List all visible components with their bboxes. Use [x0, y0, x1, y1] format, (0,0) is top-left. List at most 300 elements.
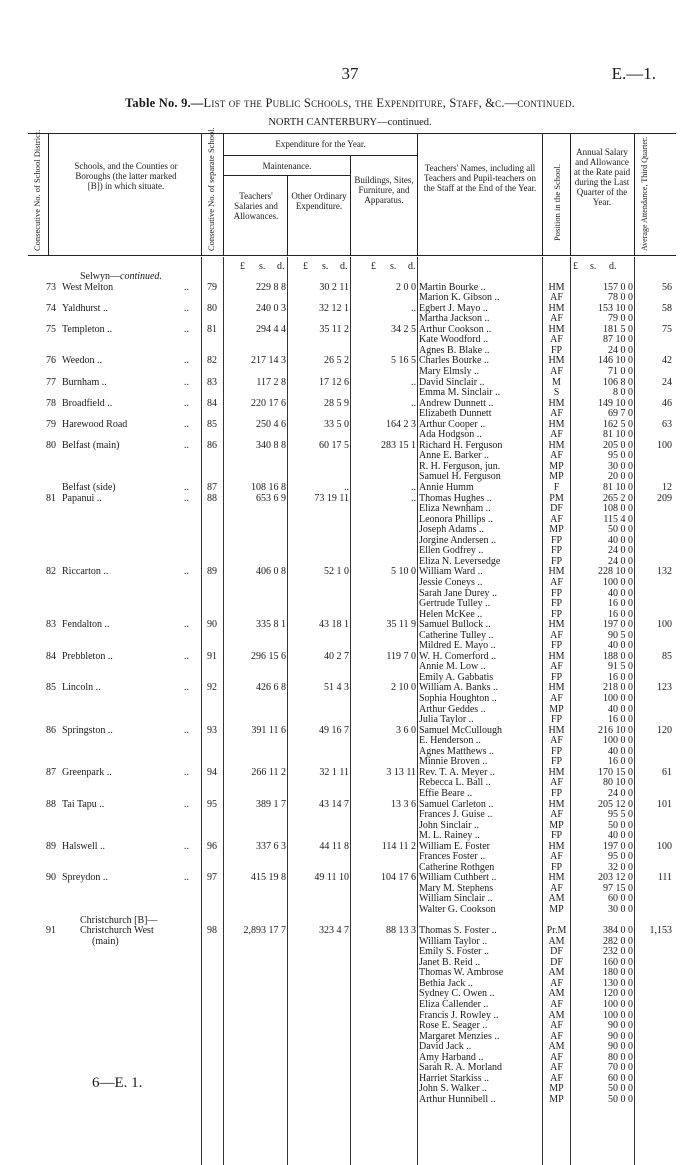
average-attendance: 42 — [662, 355, 672, 367]
teacher-name: Kate Woodford .. — [419, 334, 488, 346]
teacher-name: Agnes Matthews .. — [419, 745, 494, 757]
other-expenditure: 17 12 6 — [319, 376, 349, 388]
teacher-name: Leonora Phillips .. — [419, 513, 493, 525]
other-expenditure: 40 2 7 — [324, 650, 349, 662]
annual-salary: 90 0 0 — [608, 1020, 633, 1032]
table-subtitle: NORTH CANTERBURY—continued. — [268, 117, 432, 128]
teacher-name: Egbert J. Mayo .. — [419, 302, 488, 314]
teacher-name: Agnes B. Blake .. — [419, 344, 490, 356]
teacher-name: Sophia Houghton .. — [419, 693, 497, 704]
buildings-expenditure: .. — [411, 302, 416, 314]
annual-salary: 170 15 0 — [598, 766, 633, 778]
teacher-name: E. Henderson .. — [419, 735, 481, 747]
annual-salary: 149 10 0 — [598, 397, 633, 409]
other-expenditure: 52 1 0 — [324, 566, 349, 578]
annual-salary: 78 0 0 — [608, 292, 633, 304]
district-number: 90 — [46, 872, 56, 884]
leader-dots: .. — [184, 397, 189, 409]
position: DF — [550, 503, 563, 515]
buildings-expenditure: .. — [411, 482, 416, 493]
teacher-name: Samuel Carleton .. — [419, 798, 494, 810]
position: FP — [550, 587, 563, 599]
school-name: Riccarton .. — [62, 566, 109, 578]
teacher-name: Julia Taylor .. — [419, 714, 474, 726]
annual-salary: 205 12 0 — [598, 798, 633, 810]
annual-salary: 40 0 0 — [608, 745, 633, 757]
leader-dots: .. — [184, 355, 189, 367]
teacher-name: Andrew Dunnett .. — [419, 397, 494, 409]
buildings-expenditure: 5 16 5 — [391, 355, 416, 367]
position: HM — [548, 872, 565, 884]
annual-salary: 40 0 0 — [608, 534, 633, 546]
position: MP — [549, 1083, 564, 1095]
annual-salary: 24 0 0 — [608, 787, 633, 799]
annual-salary: 384 0 0 — [603, 925, 633, 937]
teacher-name: Helen McKee .. — [419, 608, 483, 620]
leader-dots: .. — [184, 566, 189, 578]
annual-salary: 100 0 0 — [603, 576, 633, 588]
position: HM — [548, 439, 565, 451]
position: FP — [550, 756, 563, 768]
position: FP — [550, 598, 563, 610]
teacher-name: Janet B. Reid .. — [419, 956, 481, 968]
average-attendance: 209 — [657, 492, 672, 504]
district-number: 79 — [46, 418, 56, 430]
position: HM — [548, 619, 565, 631]
district-number: 84 — [46, 650, 56, 662]
teacher-name: Mildred E. Mayo .. — [419, 640, 496, 652]
teachers-salaries: 220 17 6 — [251, 397, 286, 409]
teacher-name: Effie Beare .. — [419, 787, 473, 799]
teacher-name: William Sinclair .. — [419, 893, 493, 905]
position: AM — [548, 893, 565, 905]
leader-dots: .. — [184, 798, 189, 810]
school-name: Belfast (main) — [62, 439, 120, 451]
buildings-expenditure: 3 13 11 — [386, 766, 416, 778]
annual-salary: 50 0 0 — [608, 524, 633, 536]
teacher-name: Bethia Jack .. — [419, 977, 473, 989]
teachers-salaries: 217 14 3 — [251, 355, 286, 367]
position: FP — [550, 545, 563, 557]
teacher-name: Mary Elmsly .. — [419, 365, 479, 377]
annual-salary: 90 0 0 — [608, 1030, 633, 1042]
teacher-name: Annie M. Low .. — [419, 661, 486, 673]
unit-pounds: £ — [303, 261, 308, 272]
unit-pence: d. — [609, 261, 617, 272]
leader-dots: .. — [184, 302, 189, 314]
teachers-salaries: 426 6 8 — [256, 682, 286, 694]
school-name: Halswell .. — [62, 840, 106, 852]
annual-salary: 24 0 0 — [608, 545, 633, 557]
district-number: 91 — [46, 925, 56, 937]
school-name: Greenpark .. — [62, 766, 112, 778]
position: FP — [550, 787, 563, 799]
annual-salary: 16 0 0 — [608, 714, 633, 726]
annual-salary: 90 5 0 — [608, 629, 633, 641]
district-number: 73 — [46, 281, 56, 293]
average-attendance: 61 — [662, 766, 672, 778]
other-expenditure: 33 5 0 — [324, 418, 349, 430]
page-number: 37 — [341, 64, 359, 83]
annual-salary: 120 0 0 — [603, 988, 633, 1000]
district-number: 78 — [46, 397, 56, 409]
teacher-name: M. L. Rainey .. — [419, 830, 480, 842]
header-teachers-names: Teachers' Names, including all Teachers and Pupil-teachers on the Staff at the End of the Year. — [423, 163, 537, 193]
teachers-salaries: 415 19 8 — [251, 872, 286, 884]
other-expenditure: 73 19 11 — [314, 492, 349, 504]
annual-salary: 20 0 0 — [608, 471, 633, 483]
district-number: 83 — [46, 619, 56, 631]
leader-dots: .. — [184, 492, 189, 504]
teacher-name: John S. Walker .. — [419, 1083, 487, 1095]
buildings-expenditure: 88 13 3 — [386, 925, 416, 937]
position: PM — [549, 492, 564, 504]
buildings-expenditure: .. — [411, 397, 416, 409]
unit-shillings: s. — [259, 261, 266, 272]
teacher-name: Richard H. Ferguson — [419, 439, 503, 451]
header-attendance: Average Attendance, Third Quarter. — [640, 136, 649, 251]
school-number: 97 — [207, 872, 217, 884]
buildings-expenditure: .. — [411, 492, 416, 504]
teacher-name: Eliza N. Leversedge — [419, 555, 501, 567]
leader-dots: .. — [184, 376, 189, 388]
teacher-name: Charles Bourke .. — [419, 355, 489, 367]
annual-salary: 218 0 0 — [603, 682, 633, 694]
buildings-expenditure: 5 10 0 — [391, 566, 416, 578]
position: M — [552, 376, 561, 388]
other-expenditure: 44 11 8 — [319, 840, 349, 852]
teacher-name: Arthur Hunnibell .. — [419, 1093, 496, 1105]
annual-salary: 80 0 0 — [608, 1051, 633, 1063]
teachers-salaries: 340 8 8 — [256, 439, 286, 451]
position: MP — [549, 524, 564, 536]
position: AF — [550, 408, 563, 420]
teacher-name: Catherine Tulley .. — [419, 629, 494, 641]
position: AF — [550, 882, 563, 894]
annual-salary: 50 0 0 — [608, 1083, 633, 1095]
leader-dots: .. — [184, 482, 189, 493]
position: HM — [548, 355, 565, 367]
teacher-name: Thomas W. Ambrose — [419, 967, 504, 979]
school-name: Fendalton .. — [62, 619, 110, 631]
teacher-name: Rose E. Seager .. — [419, 1020, 488, 1032]
annual-salary: 181 5 0 — [603, 323, 633, 335]
teacher-name: W. H. Comerford .. — [419, 650, 497, 662]
header-district-no: Consecutive No. of School District. — [32, 129, 42, 251]
teachers-salaries: 296 15 6 — [251, 650, 286, 662]
district-number: 75 — [46, 323, 56, 335]
teachers-salaries: 108 16 8 — [251, 482, 286, 493]
average-attendance: 85 — [662, 650, 672, 662]
position: AF — [550, 629, 563, 641]
position: FP — [550, 671, 563, 683]
position: HM — [548, 650, 565, 662]
school-name: Yaldhurst .. — [62, 302, 108, 314]
position: FP — [550, 714, 563, 726]
annual-salary: 203 12 0 — [598, 872, 633, 884]
annual-salary: 30 0 0 — [608, 904, 633, 915]
annual-salary: 24 0 0 — [608, 555, 633, 567]
other-expenditure: 323 4 7 — [319, 925, 349, 937]
teacher-name: Ellen Godfrey .. — [419, 545, 484, 557]
leader-dots: .. — [184, 724, 189, 736]
school-number: 86 — [207, 439, 217, 451]
school-number: 95 — [207, 798, 217, 810]
position: AF — [550, 1062, 563, 1074]
district-number: 80 — [46, 439, 56, 451]
school-number: 91 — [207, 650, 217, 662]
annual-salary: 282 0 0 — [603, 935, 633, 947]
position: DF — [550, 946, 563, 958]
school-name: (main) — [92, 935, 119, 947]
position: AF — [550, 1020, 563, 1032]
district-number: 85 — [46, 682, 56, 694]
school-number: 90 — [207, 619, 217, 631]
unit-pounds: £ — [240, 261, 245, 272]
other-expenditure: 43 14 7 — [319, 798, 349, 810]
annual-salary: 40 0 0 — [608, 830, 633, 842]
teacher-name: William Ward .. — [419, 566, 483, 578]
leader-dots: .. — [184, 619, 189, 631]
position: FP — [550, 640, 563, 652]
school-name: Springston .. — [62, 724, 113, 736]
teacher-name: Harriet Starkiss .. — [419, 1072, 489, 1084]
district-number: 82 — [46, 566, 56, 578]
annual-salary: 16 0 0 — [608, 608, 633, 620]
annual-salary: 146 10 0 — [598, 355, 633, 367]
district-number: 88 — [46, 798, 56, 810]
other-expenditure: 60 17 5 — [319, 439, 349, 451]
teachers-salaries: 337 6 3 — [256, 840, 286, 852]
buildings-expenditure: 2 10 0 — [391, 682, 416, 694]
average-attendance: 58 — [662, 302, 672, 314]
teacher-name: Catherine Rothgen — [419, 861, 495, 873]
leader-dots: .. — [184, 872, 189, 884]
teacher-name: Annie Humm — [419, 482, 474, 493]
table-title-prefix: Table No. 9.— — [125, 96, 204, 110]
buildings-expenditure: 34 2 5 — [391, 323, 416, 335]
position: MP — [549, 819, 564, 831]
other-expenditure: 32 1 11 — [319, 766, 349, 778]
teacher-name: William Taylor .. — [419, 935, 488, 947]
annual-salary: 91 5 0 — [608, 661, 633, 673]
annual-salary: 97 15 0 — [603, 882, 633, 894]
annual-salary: 197 0 0 — [603, 619, 633, 631]
position: MP — [549, 471, 564, 483]
school-number: 92 — [207, 682, 217, 694]
annual-salary: 79 0 0 — [608, 313, 633, 325]
annual-salary: 100 0 0 — [603, 1009, 633, 1021]
teachers-salaries: 2,893 17 7 — [243, 925, 286, 937]
position: FP — [550, 534, 563, 546]
teachers-salaries: 294 4 4 — [256, 323, 286, 335]
annual-salary: 100 0 0 — [603, 998, 633, 1010]
position: AM — [548, 988, 565, 1000]
position: MP — [549, 904, 564, 915]
annual-salary: 228 10 0 — [598, 566, 633, 578]
unit-pounds: £ — [371, 261, 376, 272]
buildings-expenditure: 2 0 0 — [396, 281, 416, 293]
other-expenditure: 35 11 2 — [319, 323, 349, 335]
header-schools: Schools, and the Counties or Boroughs (the latter marked [B]) in which situate. — [74, 161, 178, 191]
teachers-salaries: 229 8 8 — [256, 281, 286, 293]
position: AF — [550, 851, 563, 863]
position: FP — [550, 745, 563, 757]
annual-salary: 40 0 0 — [608, 640, 633, 652]
school-name: Spreydon .. — [62, 872, 108, 884]
teacher-name: Arthur Geddes .. — [419, 703, 486, 715]
position: FP — [550, 861, 563, 873]
buildings-expenditure: 164 2 3 — [386, 418, 416, 430]
position: AF — [550, 1051, 563, 1063]
annual-salary: 24 0 0 — [608, 344, 633, 356]
teacher-name: Mary M. Stephens — [419, 882, 494, 894]
position: AF — [550, 735, 563, 747]
annual-salary: 95 5 0 — [608, 809, 633, 821]
annual-salary: 180 0 0 — [603, 967, 633, 979]
school-number: 80 — [207, 302, 217, 314]
teacher-name: Anne E. Barker .. — [419, 450, 489, 462]
teacher-name: Ada Hodgson .. — [419, 429, 482, 441]
average-attendance: 111 — [657, 872, 672, 884]
position: HM — [548, 418, 565, 430]
teacher-name: Emma M. Sinclair .. — [419, 387, 501, 399]
school-number: 88 — [207, 492, 217, 504]
header-teachers-salaries: Teachers' Salaries and Allowances. — [233, 191, 279, 221]
position: AF — [550, 576, 563, 588]
school-name: Prebbleton .. — [62, 650, 113, 662]
annual-salary: 188 0 0 — [603, 650, 633, 662]
other-expenditure: .. — [344, 482, 349, 493]
position: AF — [550, 334, 563, 346]
district-number: 81 — [46, 492, 56, 504]
average-attendance: 1,153 — [649, 925, 672, 937]
school-name: Weedon .. — [62, 355, 103, 367]
annual-salary: 40 0 0 — [608, 703, 633, 715]
annual-salary: 216 10 0 — [598, 724, 633, 736]
header-other-expenditure: Other Ordinary Expenditure. — [291, 191, 347, 211]
annual-salary: 60 0 0 — [608, 1072, 633, 1084]
annual-salary: 115 4 0 — [603, 513, 633, 525]
teacher-name: David Jack .. — [419, 1041, 472, 1053]
average-attendance: 132 — [657, 566, 672, 578]
position: AM — [548, 935, 565, 947]
position: FP — [550, 830, 563, 842]
leader-dots: .. — [184, 439, 189, 451]
teachers-salaries: 406 0 8 — [256, 566, 286, 578]
annual-salary: 60 0 0 — [608, 893, 633, 905]
teacher-name: William E. Foster — [419, 840, 490, 852]
annual-salary: 8 0 0 — [613, 387, 633, 399]
school-number: 83 — [207, 376, 217, 388]
annual-salary: 32 0 0 — [608, 861, 633, 873]
annual-salary: 232 0 0 — [603, 946, 633, 958]
buildings-expenditure: 114 11 2 — [381, 840, 416, 852]
position: AF — [550, 513, 563, 525]
teacher-name: John Sinclair .. — [419, 819, 479, 831]
position: AF — [550, 1030, 563, 1042]
annual-salary: 69 7 0 — [608, 408, 633, 420]
position: AF — [550, 977, 563, 989]
average-attendance: 63 — [662, 418, 672, 430]
teacher-name: Emily S. Foster .. — [419, 946, 490, 958]
teachers-salaries: 266 11 2 — [251, 766, 286, 778]
other-expenditure: 32 12 1 — [319, 302, 349, 314]
teacher-name: Samuel McCullough — [419, 724, 503, 736]
page-footer: 6—E. 1. — [92, 1075, 143, 1091]
school-name: Papanui .. — [62, 492, 102, 504]
unit-shillings: s. — [590, 261, 597, 272]
annual-salary: 197 0 0 — [603, 840, 633, 852]
section-heading: Selwyn—continued. — [80, 271, 162, 282]
school-name: Tai Tapu .. — [62, 798, 105, 810]
teacher-name: Thomas Hughes .. — [419, 492, 492, 504]
position: MP — [549, 460, 564, 472]
teacher-name: Eliza Callender .. — [419, 998, 489, 1010]
school-name: Burnham .. — [62, 376, 107, 388]
buildings-expenditure: .. — [411, 376, 416, 388]
leader-dots: .. — [184, 682, 189, 694]
teacher-name: Martin Bourke .. — [419, 281, 486, 293]
teacher-name: Emily A. Gabbatis — [419, 671, 494, 683]
annual-salary: 30 0 0 — [608, 460, 633, 472]
school-name: Harewood Road — [62, 418, 128, 430]
teachers-salaries: 250 4 6 — [256, 418, 286, 430]
position: HM — [548, 840, 565, 852]
annual-salary: 50 0 0 — [608, 819, 633, 831]
header-maintenance: Maintenance. — [262, 161, 312, 171]
annual-salary: 160 0 0 — [603, 956, 633, 968]
position: AF — [550, 429, 563, 441]
position: AM — [548, 1009, 565, 1021]
annual-salary: 100 0 0 — [603, 735, 633, 747]
position: AF — [550, 693, 563, 704]
leader-dots: .. — [184, 840, 189, 852]
unit-pence: d. — [277, 261, 285, 272]
teacher-name: Thomas S. Foster .. — [419, 925, 497, 937]
teachers-salaries: 653 6 9 — [256, 492, 286, 504]
table-title-text: List of the Public Schools, the Expenditure, Staff, &c.—continued. — [203, 96, 575, 110]
unit-pounds: £ — [573, 261, 578, 272]
annual-salary: 71 0 0 — [608, 365, 633, 377]
position: AF — [550, 313, 563, 325]
district-number: 74 — [46, 302, 56, 314]
header-expenditure: Expenditure for the Year. — [275, 139, 366, 149]
teachers-salaries: 335 8 1 — [256, 619, 286, 631]
other-expenditure: 30 2 11 — [319, 281, 349, 293]
position: AF — [550, 998, 563, 1010]
average-attendance: 12 — [662, 482, 672, 493]
annual-salary: 162 5 0 — [603, 418, 633, 430]
position: AF — [550, 1072, 563, 1084]
annual-salary: 130 0 0 — [603, 977, 633, 989]
average-attendance: 123 — [657, 682, 672, 694]
position: AF — [550, 450, 563, 462]
teacher-name: Arthur Cookson .. — [419, 323, 492, 335]
school-number: 82 — [207, 355, 217, 367]
district-number: 77 — [46, 376, 56, 388]
school-number: 98 — [207, 925, 217, 937]
teacher-name: Jorgine Andersen .. — [419, 534, 497, 546]
teachers-salaries: 240 0 3 — [256, 302, 286, 314]
school-name: Christchurch West — [80, 925, 154, 937]
header-annual-salary: Annual Salary and Allowance at the Rate paid during the Last Quarter of the Year. — [573, 147, 631, 207]
leader-dots: .. — [184, 281, 189, 293]
annual-salary: 16 0 0 — [608, 598, 633, 610]
annual-salary: 90 0 0 — [608, 1041, 633, 1053]
buildings-expenditure: 104 17 6 — [381, 872, 416, 884]
annual-salary: 95 0 0 — [608, 450, 633, 462]
